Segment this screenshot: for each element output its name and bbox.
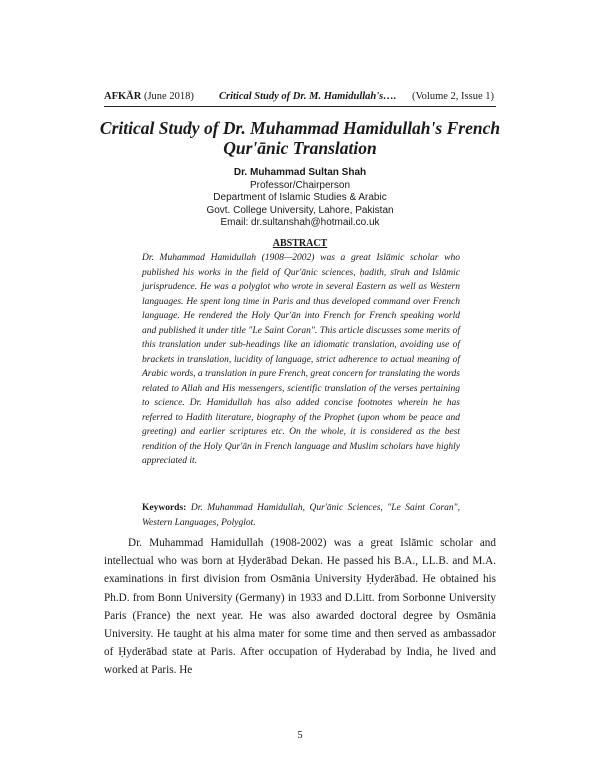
body-text — [104, 534, 496, 680]
author-department: Department of Islamic Studies & Arabic — [213, 192, 387, 203]
page-number: 5 — [297, 730, 303, 741]
author-position: Professor/Chairperson — [249, 179, 351, 191]
author-institution: Govt. College University, Lahore, Pakistan — [206, 204, 394, 216]
journal-info — [104, 91, 194, 102]
keywords — [142, 501, 460, 530]
article-title: Critical Study of Dr. Muhammad Hamidullah's French Qur'ānic Translation — [99, 118, 501, 158]
header-divider — [104, 106, 496, 107]
journal-name: AFKĀR — [104, 91, 142, 102]
running-title: Critical Study of Dr. M. Hamidullah's…. — [219, 91, 397, 102]
author-name: Dr. Muhammad Sultan Shah — [233, 167, 367, 178]
abstract-heading: ABSTRACT — [272, 238, 328, 249]
journal-date: (June 2018) — [143, 91, 194, 102]
running-header — [104, 91, 494, 105]
keywords-text: Dr. Muhammad Hamidullah, Qur'ānic Sciences, "Le Saint Coran", Western Languages, Polyglot. — [142, 503, 461, 528]
journal-issue: (Volume 2, Issue 1) — [411, 91, 494, 102]
author-email: Email: dr.sultanshah@hotmail.co.uk — [220, 217, 380, 228]
body-paragraph: Dr. Muhammad Hamidullah (1908-2002) was a great Islāmic scholar and intellectual who was born at Ḥyderābad Dekan. He passed his B.A., LL.B. and M.A. examinations in first division from Osmānia University Ḥyderābad. He obtained his Ph.D. from Bonn University (Germany) in 1933 and D.Litt. from Sorbonne University Paris (France) the next year. He was also awarded doctoral degree by Osmānia University. He taught at his alma mater for some time and then served as ambassador of Ḥyderābad state at Paris. After occupation of Hyderabad by India, he lived and worked at Paris. He — [104, 537, 496, 677]
author-block — [150, 167, 450, 230]
abstract-text: Dr. Muhammad Hamidullah (1908—2002) was a great Islāmic scholar who published his works in the field of Qur'ānic sciences, ḥadith, sīrah and Islāmic jurisprudence. He was a polyglot who wrote in several Eastern as well as Western languages. He spent long time in Paris and thus developed command over French language. He rendered the Holy Qur'ān into French for French speaking world and published it under title "Le Saint Coran". This article discusses some merits of this translation under sub-headings like an idiomatic translation, avoiding use of brackets in translation, lucidity of language, strict adherence to actual meaning of Arabic words, a translation in pure French, great concern for translating the words related to Allah and His messengers, scientific translation of the verses pertaining to science. Dr. Hamidullah has also added concise footnotes wherein he has referred to Hadith literature, biography of the Prophet (upon whom be peace and greeting) and earlier scriptures etc. On the whole, it is considered as the best rendition of the Holy Qur'ān in French language and Muslim scholars have highly appreciated it. — [142, 253, 460, 466]
keywords-label: Keywords: — [142, 503, 187, 513]
